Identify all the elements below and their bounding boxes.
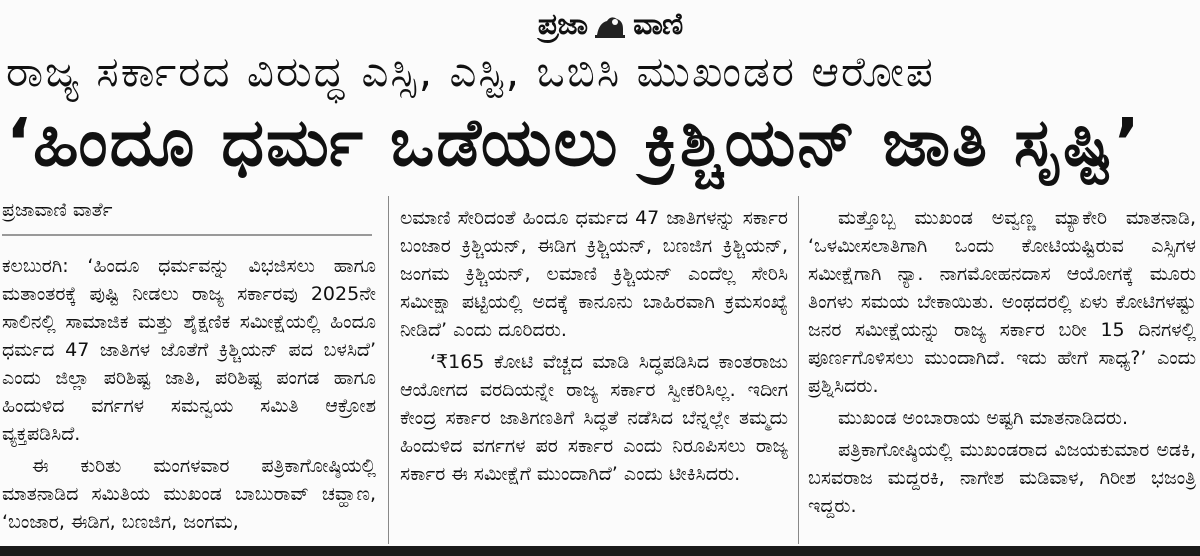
article-headline: ‘ಹಿಂದೂ ಧರ್ಮ ಒಡೆಯಲು ಕ್ರಿಶ್ಚಿಯನ್ ಜಾತಿ ಸೃಷ್ಟಿ’ xyxy=(6,104,1142,181)
article-column-1 xyxy=(2,196,376,546)
paragraph: ಈ ಕುರಿತು ಮಂಗಳವಾರ ಪತ್ರಿಕಾಗೋಷ್ಠಿಯಲ್ಲಿ ಮಾತನಾಡಿದ ಸಮಿತಿಯ ಮುಖಂಡ ಬಾಬುರಾವ್ ಚವ್ಹಾಣ, ‘ಬಂಜಾರ, ಈಡಿಗ, ಬಣಜಿಗ, ಜಂಗಮ, xyxy=(2,455,376,533)
byline-divider xyxy=(2,234,372,236)
paragraph: ಮತ್ತೊಬ್ಬ ಮುಖಂಡ ಅವ್ವಣ್ಣ ಮ್ಯಾಕೇರಿ ಮಾತನಾಡಿ, ‘ಒಳಮೀಸಲಾತಿಗಾಗಿ ಒಂದು ಕೋಟಿಯಷ್ಟಿರುವ ಎಸ್ಸಿಗಳ ಸಮೀಕ್ಷೆಗಾಗಿ ನ್ಯಾ. ನಾಗಮೋಹನದಾಸ ಆಯೋಗಕ್ಕೆ ಮೂರು ತಿಂಗಳು ಸಮಯ ಬೇಕಾಯಿತು. ಅಂಥದರಲ್ಲಿ ಏಳು ಕೋಟಿಗಳಷ್ಟು ಜನರ ಸಮೀಕ್ಷೆಯನ್ನು ರಾಜ್ಯ ಸರ್ಕಾರ ಬರೀ 15 ದಿನಗಳಲ್ಲಿ ಪೂರ್ಣಗೊಳಿಸಲು ಮುಂದಾಗಿದೆ. ಇದು ಹೇಗೆ ಸಾಧ್ಯ?’ ಎಂದು ಪ್ರಶ್ನಿಸಿದರು. xyxy=(808,207,1196,397)
masthead-right-text: ವಾಣಿ xyxy=(633,6,683,42)
paragraph: ‘₹165 ಕೋಟಿ ವೆಚ್ಚದ ಮಾಡಿ ಸಿದ್ಧಪಡಿಸಿದ ಕಾಂತರಾಜು ಆಯೋಗದ ವರದಿಯನ್ನೇ ರಾಜ್ಯ ಸರ್ಕಾರ ಸ್ವೀಕರಿಸಿಲ್ಲ. ಇದೀಗ ಕೇಂದ್ರ ಸರ್ಕಾರ ಜಾತಿಗಣತಿಗೆ ಸಿದ್ಧತೆ ನಡೆಸಿದ ಬೆನ್ನಲ್ಲೇ ತಮ್ಮದು ಹಿಂದುಳಿದ ವರ್ಗಗಳ ಪರ ಸರ್ಕಾರ ಎಂದು ನಿರೂಪಿಸಲು ರಾಜ್ಯ ಸರ್ಕಾರ ಈ ಸಮೀಕ್ಷೆಗೆ ಮುಂದಾಗಿದೆ’ ಎಂದು ಟೀಕಿಸಿದರು. xyxy=(400,351,788,485)
article-column-2 xyxy=(400,204,788,554)
newspaper-masthead xyxy=(480,2,740,46)
column-divider xyxy=(798,196,799,544)
paragraph: ಲಮಾಣಿ ಸೇರಿದಂತೆ ಹಿಂದೂ ಧರ್ಮದ 47 ಜಾತಿಗಳನ್ನು ಸರ್ಕಾರ ಬಂಜಾರ ಕ್ರಿಶ್ಚಿಯನ್, ಈಡಿಗ ಕ್ರಿಶ್ಚಿಯನ್, ಬಣಜಿಗ ಕ್ರಿಶ್ಚಿಯನ್, ಜಂಗಮ ಕ್ರಿಶ್ಚಿಯನ್, ಲಮಾಣಿ ಕ್ರಿಶ್ಚಿಯನ್ ಎಂದೆಲ್ಲ ಸೇರಿಸಿ ಸಮೀಕ್ಷಾ ಪಟ್ಟಿಯಲ್ಲಿ ಅದಕ್ಕೆ ಕಾನೂನು ಬಾಹಿರವಾಗಿ ಕ್ರಮಸಂಖ್ಯೆ ನೀಡಿದೆ’ ಎಂದು ದೂರಿದರು. xyxy=(400,207,788,341)
masthead-left-text: ಪ್ರಜಾ xyxy=(537,6,588,42)
column-divider xyxy=(388,196,389,544)
lion-emblem-icon xyxy=(593,9,627,39)
bottom-edge-bar xyxy=(0,546,1200,556)
article-column-3 xyxy=(808,204,1196,554)
paragraph: ಕಲಬುರಗಿ: ‘ಹಿಂದೂ ಧರ್ಮವನ್ನು ವಿಭಜಿಸಲು ಹಾಗೂ ಮತಾಂತರಕ್ಕೆ ಪುಷ್ಟಿ ನೀಡಲು ರಾಜ್ಯ ಸರ್ಕಾರವು 2025ನೇ ಸಾಲಿನಲ್ಲಿ ಸಾಮಾಜಿಕ ಮತ್ತು ಶೈಕ್ಷಣಿಕ ಸಮೀಕ್ಷೆಯಲ್ಲಿ ಹಿಂದೂ ಧರ್ಮದ 47 ಜಾತಿಗಳ ಜೊತೆಗೆ ಕ್ರಿಶ್ಚಿಯನ್ ಪದ ಬಳಸಿದೆ’ ಎಂದು ಜಿಲ್ಲಾ ಪರಿಶಿಷ್ಟ ಜಾತಿ, ಪರಿಶಿಷ್ಟ ಪಂಗಡ ಹಾಗೂ ಹಿಂದುಳಿದ ವರ್ಗಗಳ ಸಮನ್ವಯ ಸಮಿತಿ ಆಕ್ರೋಶ ವ್ಯಕ್ತಪಡಿಸಿದೆ. xyxy=(2,255,376,445)
paragraph: ಪತ್ರಿಕಾಗೋಷ್ಠಿಯಲ್ಲಿ ಮುಖಂಡರಾದ ವಿಜಯಕುಮಾರ ಅಡಕಿ, ಬಸವರಾಜ ಮದ್ದರಕಿ, ನಾಗೇಶ ಮಡಿವಾಳ, ಗಿರೀಶ ಭಜಂತ್ರಿ ಇದ್ದರು. xyxy=(808,439,1196,517)
paragraph: ಮುಖಂಡ ಅಂಬಾರಾಯ ಅಷ್ಟಗಿ ಮಾತನಾಡಿದರು. xyxy=(838,407,1129,429)
byline: ಪ್ರಜಾವಾಣಿ ವಾರ್ತೆ xyxy=(2,199,113,221)
article-kicker: ರಾಜ್ಯ ಸರ್ಕಾರದ ವಿರುದ್ಧ ಎಸ್ಸಿ, ಎಸ್ಟಿ, ಒಬಿಸಿ ಮುಖಂಡರ ಆರೋಪ xyxy=(6,47,935,96)
